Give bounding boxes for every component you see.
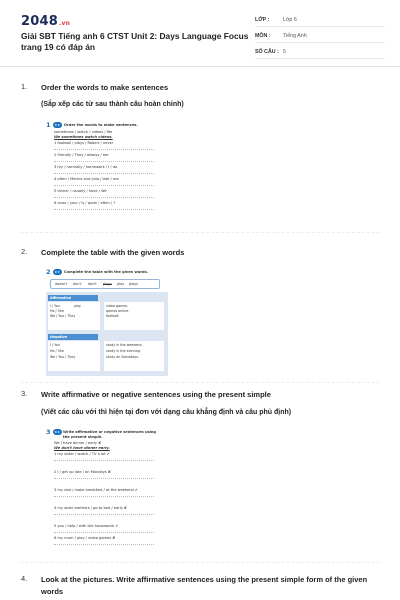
item-text: 1 football / plays / Robert / never — [54, 141, 114, 145]
logo-suffix: .vn — [58, 20, 71, 27]
word-bank-item: don't — [88, 282, 97, 286]
item-text: 4 my older brothers / go to bed / early ✘ — [54, 506, 127, 510]
word-bank-item: don't — [73, 282, 82, 286]
divider — [20, 382, 380, 383]
item-text: 2 friendly / They / always / are — [54, 153, 109, 157]
item-text: 1 my sister / watch / TV a lot ✔ — [54, 452, 110, 456]
exercise-image-2 — [46, 268, 168, 378]
table-row-text: He / She — [50, 309, 64, 313]
question-number: 4. — [21, 574, 28, 583]
meta-row-subject — [255, 28, 385, 43]
exercise-item — [54, 524, 154, 533]
divider — [20, 232, 380, 233]
exercise-image-3 — [46, 428, 170, 546]
meta-row-class — [255, 12, 385, 27]
exercise-item — [54, 141, 154, 150]
table-row-text: study in the evening. — [106, 349, 141, 353]
table-row-text: study on Saturdays. — [106, 355, 139, 359]
logo-text: 2048 — [21, 14, 58, 29]
exercise-number: 1 — [46, 121, 51, 129]
example-answer: We don't have dinner early. — [54, 446, 110, 450]
question-subtitle: (Viết các câu với thì hiện tại đơn với dạng câu khẳng định và câu phủ định) — [41, 409, 292, 416]
exercise-instruction: Write affirmative or negative sentences using the present simple. — [63, 430, 157, 439]
exercise-item — [54, 201, 154, 210]
exercise-header — [46, 121, 138, 129]
example-prompt: sometimes / watch / videos / We — [54, 130, 113, 134]
question-number: 1. — [21, 82, 28, 91]
question-text: Write affirmative or negative sentences using the present simple — [41, 390, 271, 399]
exercise-item — [54, 506, 154, 515]
table-row-text: study in the weekend. — [106, 343, 143, 347]
question-text: Complete the table with the given words — [41, 248, 185, 257]
exercise-instruction: Complete the table with the given words. — [63, 270, 149, 274]
exercise-header — [46, 428, 64, 436]
page-header — [0, 0, 400, 67]
word-bank-item: play — [117, 282, 125, 286]
page-title: Giải SBT Tiếng anh 6 CTST Unit 2: Days Language Focus trang 19 có đáp án — [21, 31, 249, 52]
grammar-table — [46, 292, 168, 376]
table-cell-right — [104, 302, 164, 330]
item-text: 3 my / normally / homework / I / do — [54, 165, 118, 169]
site-logo[interactable] — [21, 14, 70, 29]
table-row-text: We / You / They — [50, 314, 76, 318]
divider — [20, 562, 380, 563]
exercise-number: 3 — [46, 428, 51, 436]
difficulty-badge: ★★ — [54, 430, 60, 434]
exercise-item — [54, 470, 154, 479]
table-row-text: We / You / They — [50, 355, 76, 359]
example-answer: We sometimes watch videos. — [54, 135, 113, 139]
word-bank — [50, 279, 160, 289]
meta-label: MÔN : — [255, 33, 271, 39]
item-text: 3 my dad / make breakfast / at the weekend ✔ — [54, 488, 138, 492]
table-row-text: I / You — [50, 343, 60, 347]
item-text: 4 often / Marina and Julia / late / are — [54, 177, 119, 181]
word-bank-item: plays — [103, 282, 112, 286]
exercise-item — [54, 189, 154, 198]
question-subtitle: (Sắp xếp các từ sau thành câu hoàn chỉnh) — [41, 101, 184, 108]
difficulty-badge: ★★ — [54, 123, 60, 127]
exercise-item — [54, 536, 154, 545]
item-text: 2 I / get up late / on Mondays ✘ — [54, 470, 111, 474]
exercise-item — [54, 177, 154, 186]
item-text: 5 dinner / usually / have / We — [54, 189, 107, 193]
word-bank-item: plays — [129, 282, 138, 286]
question-text: Look at the pictures. Write affirmative sentences using the present simple form of the given words — [41, 575, 368, 596]
item-text: 6 my mum / play / video games ✘ — [54, 536, 116, 540]
example-prompt: We / have dinner / early ✘ — [54, 441, 102, 445]
exercise-item — [54, 165, 154, 174]
exercise-image-1 — [46, 121, 166, 217]
meta-value: 5 — [283, 49, 286, 55]
table-example: play — [74, 304, 81, 308]
table-row-text: video games. — [106, 304, 129, 308]
table-row-text: He / She — [50, 349, 64, 353]
difficulty-badge: ★★ — [54, 270, 60, 274]
meta-value: Lớp 6 — [283, 17, 297, 23]
table-row-text: I / You — [50, 304, 60, 308]
exercise-header — [46, 268, 148, 276]
table-section-header: Negative — [48, 334, 98, 340]
exercise-item — [54, 488, 154, 497]
exercise-item — [54, 153, 154, 162]
word-bank-item: doesn't — [55, 282, 68, 286]
meta-panel — [255, 0, 400, 66]
table-row-text: games online. — [106, 309, 130, 313]
item-text: 6 class / your / is / quiet / often / ? — [54, 201, 116, 205]
table-section-header: Affirmative — [48, 295, 98, 301]
question-number: 3. — [21, 389, 28, 398]
table-cell-right — [104, 341, 164, 371]
meta-label: LỚP : — [255, 17, 270, 23]
item-text: 5 you / help / with the housework ✔ — [54, 524, 119, 528]
exercise-number: 2 — [46, 268, 51, 276]
table-row-text: football. — [106, 314, 120, 318]
meta-row-count — [255, 44, 385, 59]
exercise-instruction: Order the words to make sentences. — [63, 123, 138, 127]
table-cell-left — [48, 341, 100, 371]
table-cell-left — [48, 302, 100, 330]
exercise-item — [54, 452, 154, 461]
question-number: 2. — [21, 247, 28, 256]
meta-value: Tiếng Anh — [283, 33, 307, 39]
question-text: Order the words to make sentences — [41, 83, 169, 92]
meta-label: SỐ CÂU : — [255, 49, 279, 55]
